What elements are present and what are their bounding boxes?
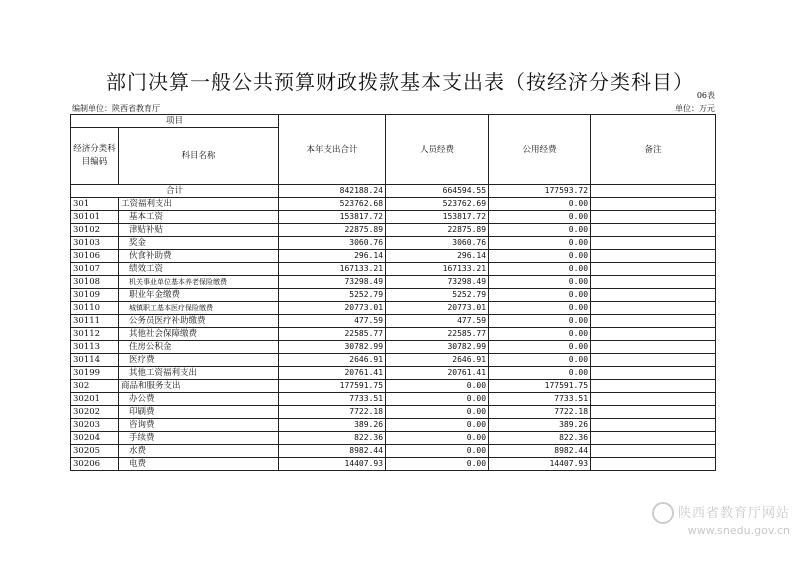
note-cell xyxy=(591,289,716,302)
name-cell: 电费 xyxy=(119,458,279,471)
table-row xyxy=(71,289,716,302)
name-cell: 水费 xyxy=(119,445,279,458)
table-row xyxy=(71,211,716,224)
table-row xyxy=(71,315,716,328)
public-cell: 0.00 xyxy=(489,328,591,341)
table-row xyxy=(71,419,716,432)
personnel-cell: 0.00 xyxy=(386,458,489,471)
name-cell: 职业年金缴费 xyxy=(119,289,279,302)
name-cell: 机关事业单位基本养老保险缴费 xyxy=(119,276,279,289)
code-cell: 30114 xyxy=(71,354,119,367)
code-cell: 302 xyxy=(71,380,119,393)
header-personnel: 人员经费 xyxy=(386,115,489,185)
note-cell xyxy=(591,185,716,198)
code-cell: 30107 xyxy=(71,263,119,276)
note-cell xyxy=(591,237,716,250)
note-cell xyxy=(591,380,716,393)
personnel-cell: 20761.41 xyxy=(386,367,489,380)
public-cell: 7722.18 xyxy=(489,406,591,419)
site-watermark xyxy=(652,502,790,538)
name-cell: 住房公积金 xyxy=(119,341,279,354)
table-row xyxy=(71,380,716,393)
note-cell xyxy=(591,263,716,276)
name-cell: 基本工资 xyxy=(119,211,279,224)
table-row xyxy=(71,224,716,237)
personnel-cell: 20773.01 xyxy=(386,302,489,315)
public-cell: 0.00 xyxy=(489,289,591,302)
public-cell: 0.00 xyxy=(489,341,591,354)
note-cell xyxy=(591,354,716,367)
code-cell: 30199 xyxy=(71,367,119,380)
table-row xyxy=(71,354,716,367)
public-cell: 8982.44 xyxy=(489,445,591,458)
total-cell: 153817.72 xyxy=(279,211,386,224)
code-cell: 30108 xyxy=(71,276,119,289)
total-cell: 842188.24 xyxy=(279,185,386,198)
name-cell: 工资福利支出 xyxy=(119,198,279,211)
total-cell: 477.59 xyxy=(279,315,386,328)
table-row xyxy=(71,393,716,406)
code-cell: 30110 xyxy=(71,302,119,315)
code-cell: 30102 xyxy=(71,224,119,237)
personnel-cell: 523762.69 xyxy=(386,198,489,211)
personnel-cell: 22875.89 xyxy=(386,224,489,237)
code-cell: 30201 xyxy=(71,393,119,406)
personnel-cell: 153817.72 xyxy=(386,211,489,224)
compiling-unit: 编制单位：陕西省教育厅 xyxy=(72,104,160,113)
name-cell: 奖金 xyxy=(119,237,279,250)
code-cell: 30103 xyxy=(71,237,119,250)
header-total: 本年支出合计 xyxy=(279,115,386,185)
table-row xyxy=(71,237,716,250)
name-cell: 办公费 xyxy=(119,393,279,406)
table-row xyxy=(71,302,716,315)
page-title: 部门决算一般公共预算财政拨款基本支出表（按经济分类科目） xyxy=(106,70,694,94)
code-cell: 30106 xyxy=(71,250,119,263)
public-cell: 0.00 xyxy=(489,367,591,380)
personnel-cell: 73298.49 xyxy=(386,276,489,289)
header-code: 经济分类科目编码 xyxy=(71,128,119,185)
header-note: 备注 xyxy=(591,115,716,185)
public-cell: 822.36 xyxy=(489,432,591,445)
note-cell xyxy=(591,419,716,432)
personnel-cell: 2646.91 xyxy=(386,354,489,367)
seal-icon xyxy=(652,502,674,524)
note-cell xyxy=(591,458,716,471)
note-cell xyxy=(591,224,716,237)
form-number: 06表 xyxy=(696,91,715,100)
note-cell xyxy=(591,211,716,224)
table-row xyxy=(71,250,716,263)
note-cell xyxy=(591,250,716,263)
public-cell: 7733.51 xyxy=(489,393,591,406)
code-cell: 30101 xyxy=(71,211,119,224)
note-cell xyxy=(591,445,716,458)
name-cell: 其他工资福利支出 xyxy=(119,367,279,380)
public-cell: 177591.75 xyxy=(489,380,591,393)
personnel-cell: 0.00 xyxy=(386,380,489,393)
public-cell: 0.00 xyxy=(489,198,591,211)
note-cell xyxy=(591,198,716,211)
watermark-url: www.snedu.gov.cn xyxy=(687,524,790,537)
total-cell: 523762.68 xyxy=(279,198,386,211)
header-project: 项目 xyxy=(71,115,279,128)
personnel-cell: 0.00 xyxy=(386,393,489,406)
public-cell: 177593.72 xyxy=(489,185,591,198)
note-cell xyxy=(591,406,716,419)
total-cell: 5252.79 xyxy=(279,289,386,302)
table-row xyxy=(71,263,716,276)
public-cell: 14407.93 xyxy=(489,458,591,471)
total-cell: 2646.91 xyxy=(279,354,386,367)
code-cell: 30112 xyxy=(71,328,119,341)
total-cell: 8982.44 xyxy=(279,445,386,458)
personnel-cell: 477.59 xyxy=(386,315,489,328)
name-cell: 商品和服务支出 xyxy=(119,380,279,393)
total-cell: 73298.49 xyxy=(279,276,386,289)
total-cell: 7733.51 xyxy=(279,393,386,406)
table-row xyxy=(71,445,716,458)
note-cell xyxy=(591,302,716,315)
code-cell: 30205 xyxy=(71,445,119,458)
total-cell: 14407.93 xyxy=(279,458,386,471)
note-cell xyxy=(591,328,716,341)
code-cell: 30206 xyxy=(71,458,119,471)
personnel-cell: 0.00 xyxy=(386,432,489,445)
personnel-cell: 167133.21 xyxy=(386,263,489,276)
personnel-cell: 3060.76 xyxy=(386,237,489,250)
total-cell: 22585.77 xyxy=(279,328,386,341)
name-cell: 公务员医疗补助缴费 xyxy=(119,315,279,328)
name-cell: 医疗费 xyxy=(119,354,279,367)
table-row xyxy=(71,341,716,354)
watermark-name: 陕西省教育厅网站 xyxy=(677,505,790,521)
public-cell: 0.00 xyxy=(489,250,591,263)
note-cell xyxy=(591,432,716,445)
personnel-cell: 0.00 xyxy=(386,419,489,432)
header-public: 公用经费 xyxy=(489,115,591,185)
total-cell: 389.26 xyxy=(279,419,386,432)
note-cell xyxy=(591,367,716,380)
name-cell: 手续费 xyxy=(119,432,279,445)
code-cell: 301 xyxy=(71,198,119,211)
personnel-cell: 30782.99 xyxy=(386,341,489,354)
personnel-cell: 0.00 xyxy=(386,445,489,458)
total-cell: 177591.75 xyxy=(279,380,386,393)
name-cell: 印刷费 xyxy=(119,406,279,419)
name-cell: 城镇职工基本医疗保险缴费 xyxy=(119,302,279,315)
code-cell: 30204 xyxy=(71,432,119,445)
name-cell: 绩效工资 xyxy=(119,263,279,276)
total-cell: 20773.01 xyxy=(279,302,386,315)
currency-unit: 单位：万元 xyxy=(675,104,715,113)
public-cell: 0.00 xyxy=(489,354,591,367)
table-row xyxy=(71,367,716,380)
public-cell: 0.00 xyxy=(489,315,591,328)
public-cell: 0.00 xyxy=(489,237,591,250)
name-cell: 津贴补贴 xyxy=(119,224,279,237)
note-cell xyxy=(591,315,716,328)
name-cell: 其他社会保障缴费 xyxy=(119,328,279,341)
personnel-cell: 5252.79 xyxy=(386,289,489,302)
total-cell: 296.14 xyxy=(279,250,386,263)
expenditure-table xyxy=(70,114,716,471)
name-cell: 咨询费 xyxy=(119,419,279,432)
public-cell: 0.00 xyxy=(489,302,591,315)
code-cell: 30203 xyxy=(71,419,119,432)
name-cell: 伙食补助费 xyxy=(119,250,279,263)
table-row xyxy=(71,432,716,445)
personnel-cell: 0.00 xyxy=(386,406,489,419)
public-cell: 0.00 xyxy=(489,276,591,289)
personnel-cell: 664594.55 xyxy=(386,185,489,198)
total-cell: 3060.76 xyxy=(279,237,386,250)
total-cell: 30782.99 xyxy=(279,341,386,354)
note-cell xyxy=(591,393,716,406)
code-cell: 30113 xyxy=(71,341,119,354)
code-cell: 30202 xyxy=(71,406,119,419)
table-row xyxy=(71,458,716,471)
public-cell: 0.00 xyxy=(489,263,591,276)
personnel-cell: 22585.77 xyxy=(386,328,489,341)
table-row xyxy=(71,406,716,419)
note-cell xyxy=(591,341,716,354)
note-cell xyxy=(591,276,716,289)
header-name: 科目名称 xyxy=(119,128,279,185)
total-cell: 822.36 xyxy=(279,432,386,445)
total-cell: 22875.89 xyxy=(279,224,386,237)
code-cell: 30109 xyxy=(71,289,119,302)
total-cell: 20761.41 xyxy=(279,367,386,380)
total-label: 合计 xyxy=(71,185,279,198)
total-cell: 167133.21 xyxy=(279,263,386,276)
public-cell: 389.26 xyxy=(489,419,591,432)
total-row xyxy=(71,185,716,198)
table-row xyxy=(71,328,716,341)
public-cell: 0.00 xyxy=(489,211,591,224)
public-cell: 0.00 xyxy=(489,224,591,237)
total-cell: 7722.18 xyxy=(279,406,386,419)
table-row xyxy=(71,198,716,211)
code-cell: 30111 xyxy=(71,315,119,328)
table-row xyxy=(71,276,716,289)
personnel-cell: 296.14 xyxy=(386,250,489,263)
